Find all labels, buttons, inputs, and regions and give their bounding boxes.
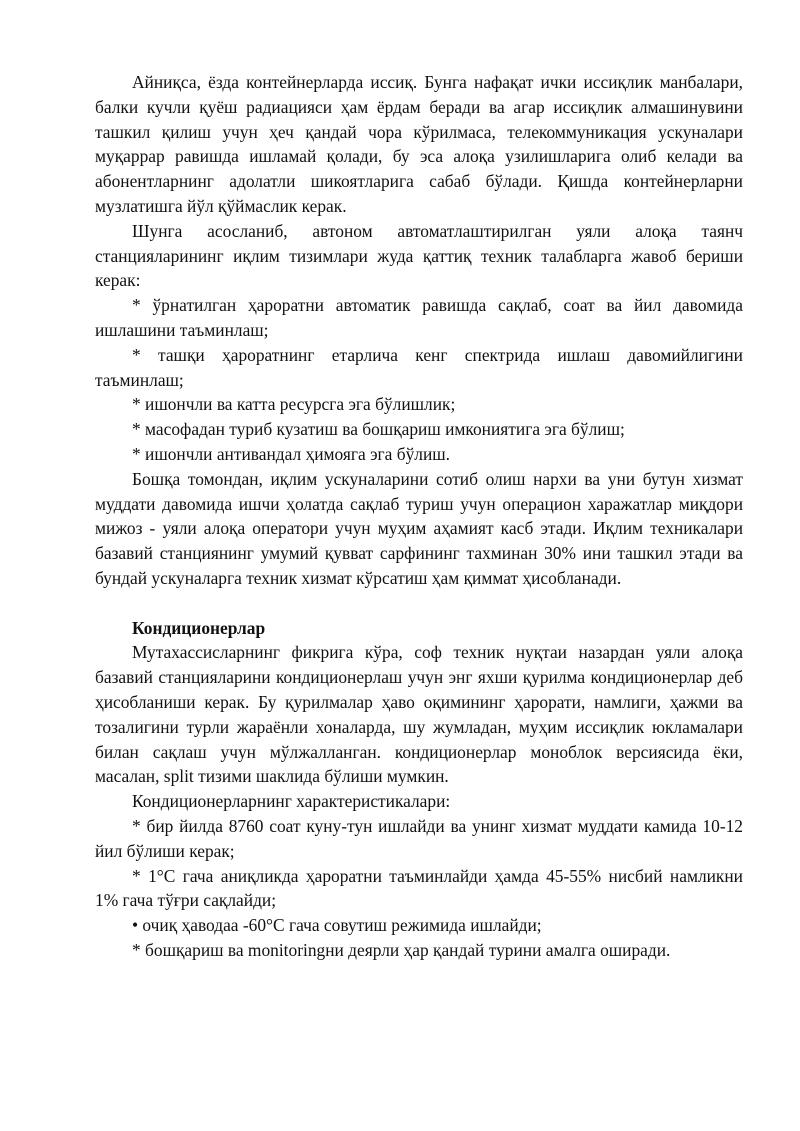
list-item-remote-control: * масофадан туриб кузатиш ва бошқариш имкониятига эга бўлиш; <box>132 419 625 440</box>
paragraph-air-conditioners: Мутахассисларнинг фикрига кўра, соф техник нуқтаи назардан уяли алоқа базавий станцияларини кондиционерлаш учун энг яхши қурилма кондиционерлар деб ҳисобланиши керак. Бу қурилмалар ҳаво оқимининг ҳарорати, намлиги, ҳажми ва тозалигини турли жараёнли хоналарда, шу жумладан, муҳим иссиқлик юкламалари билан сақлаш учун мўлжалланган. кондиционерлар моноблок версиясида ёки, масалан, split тизими шаклида бўлиши мумкин. <box>95 642 743 787</box>
list-item-antivandal: * ишончли антивандал ҳимояга эга бўлиш. <box>132 443 451 464</box>
paragraph-requirements-intro: Шунга асосланиб, автоном автоматлаштирилган уяли алоқа таянч станцияларининг иқлим тизимлари жуда қаттиқ техник талабларга жавоб бериши керак: <box>95 220 743 291</box>
list-item-temperature-range: * ташқи ҳароратнинг етарлича кенг спектрида ишлаш давомийлигини таъминлаш; <box>95 344 743 390</box>
list-item-operating-hours: * бир йилда 8760 соат куну-тун ишлайди ва унинг хизмат муддати камида 10-12 йил бўлиши керак; <box>95 815 743 861</box>
section-spacer <box>95 591 743 616</box>
list-item-monitoring: * бошқариш ва monitoringни деярли ҳар қандай турини амалга оширади. <box>132 939 671 960</box>
list-item-cooling-mode: • очиқ ҳаводаа -60°C гача совутиш режимида ишлайди; <box>132 915 542 936</box>
list-item-temperature-maintenance: * ўрнатилган ҳароратни автоматик равишда сақлаб, соат ва йил давомида ишлашини таъминлаш; <box>95 295 743 340</box>
paragraph-summer-heat: Айниқса, ёзда контейнерларда иссиқ. Бунга нафақат ички иссиқлик манбалари, балки кучли қуёш радиацияси ҳам ёрдам беради ва агар иссиқлик алмашинувини ташкил қилиш учун ҳеч қандай чора кўрилмаса, телекоммуникация ускуналари муқаррар равишда ишламай қолади, бу эса алоқа узилишларига олиб келади ва абонентларнинг адолатли шикоятларига сабаб бўлади. Қишда контейнерларни музлатишга йўл қўймаслик керак. <box>95 72 743 216</box>
section-heading: Кондиционерлар <box>132 617 266 638</box>
list-item-accuracy: * 1°C гача аниқликда ҳароратни таъминлайди ҳамда 45-55% нисбий намликни 1% гача тўғри сақлайди; <box>95 865 743 911</box>
list-item-reliability: * ишончли ва катта ресурсга эга бўлишлик; <box>132 394 456 415</box>
document-page <box>95 70 743 963</box>
paragraph-costs: Бошқа томондан, иқлим ускуналарини сотиб олиш нархи ва уни бутун хизмат муддати давомида ишчи ҳолатда сақлаб туриш учун операцион харажатлар миқдори мижоз - уяли алоқа оператори учун муҳим аҳамият касб этади. Иқлим техникалари базавий станциянинг умумий қувват сарфининг тахминан 30% ини ташкил этади ва бундай ускуналарга техник хизмат кўрсатиш ҳам қиммат ҳисобланади. <box>95 468 743 588</box>
paragraph-characteristics-intro: Кондиционерларнинг характеристикалари: <box>132 791 451 812</box>
